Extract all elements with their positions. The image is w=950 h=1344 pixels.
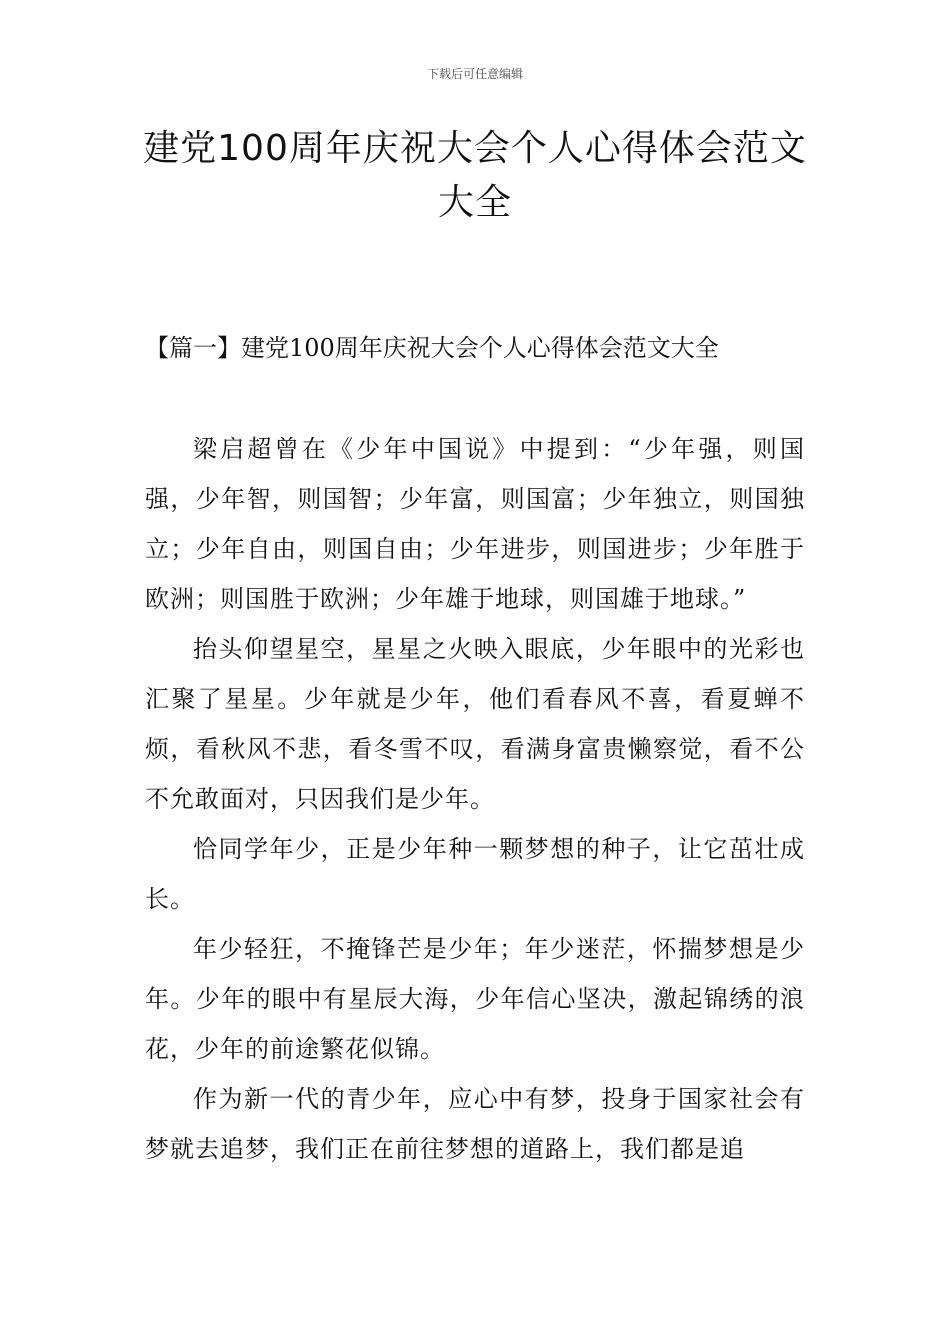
body-text — [145, 424, 805, 1174]
document-title — [140, 122, 810, 230]
paragraph: 梁启超曾在《少年中国说》中提到：“少年强，则国强，少年智，则国智；少年富，则国富；少年独立，则国独立；少年自由，则国自由；少年进步，则国进步；少年胜于欧洲；则国胜于欧洲；少年雄于地球，则国雄于地球。” — [145, 435, 805, 613]
section-heading: 【篇一】建党100周年庆祝大会个人心得体会范文大全 — [145, 334, 719, 362]
paragraph: 恰同学年少，正是少年种一颗梦想的种子，让它茁壮成长。 — [145, 835, 805, 913]
paragraph: 年少轻狂，不掩锋芒是少年；年少迷茫，怀揣梦想是少年。少年的眼中有星辰大海，少年信心坚决，激起锦绣的浪花，少年的前途繁花似锦。 — [145, 935, 805, 1063]
document-title-line-2: 大全 — [437, 182, 512, 223]
document-title-line-1: 建党100周年庆祝大会个人心得体会范文 — [143, 128, 807, 169]
paragraph: 抬头仰望星空，星星之火映入眼底，少年眼中的光彩也汇聚了星星。少年就是少年，他们看春风不喜，看夏蝉不烦，看秋风不悲，看冬雪不叹，看满身富贵懒察觉，看不公不允敢面对，只因我们是少年。 — [145, 635, 805, 813]
header-note: 下载后可任意编辑 — [426, 67, 523, 81]
paragraph: 作为新一代的青少年，应心中有梦，投身于国家社会有梦就去追梦，我们正在前往梦想的道路上，我们都是追 — [145, 1085, 805, 1163]
